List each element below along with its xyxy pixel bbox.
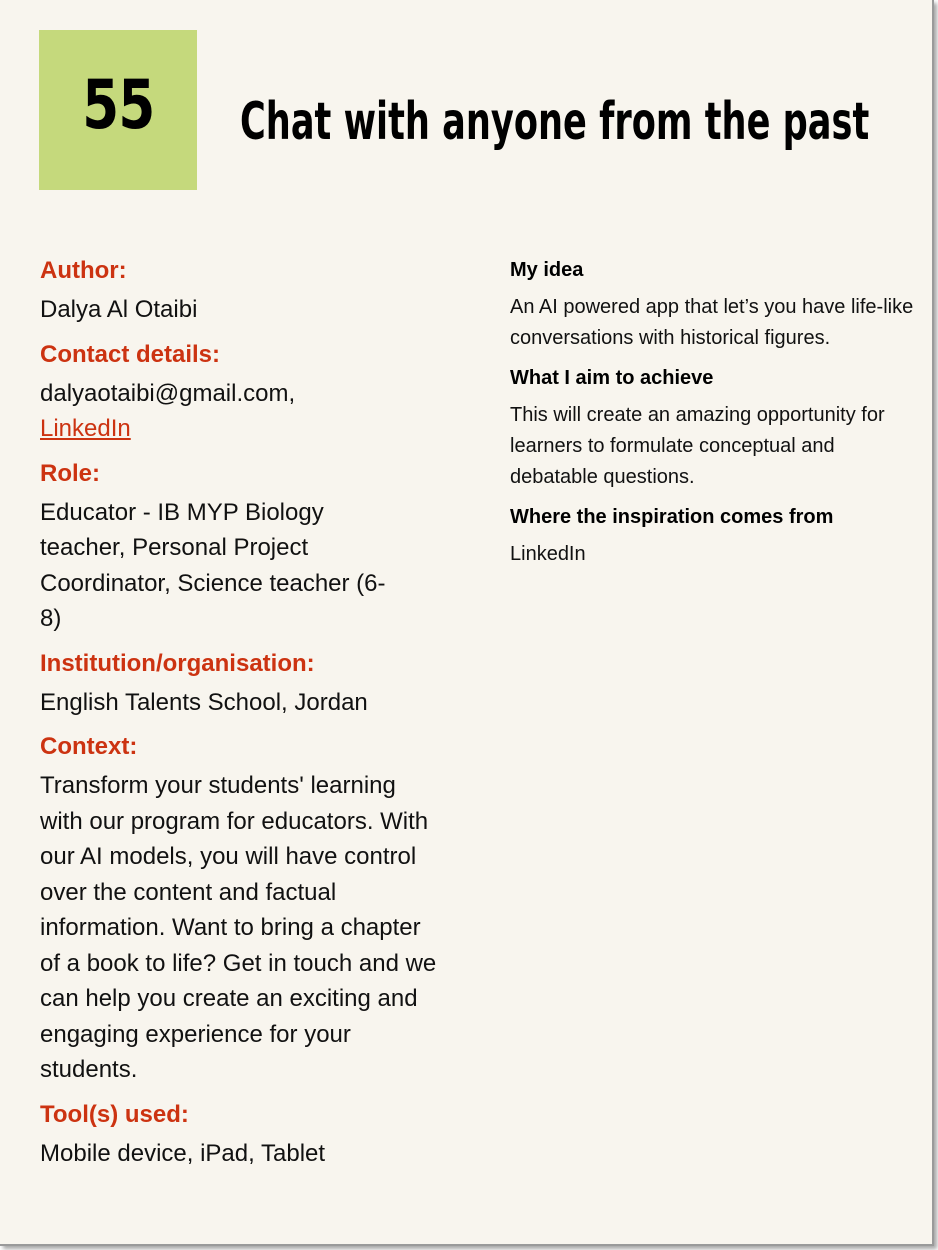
idea-column <box>510 256 920 580</box>
linkedin-link[interactable]: LinkedIn <box>40 415 131 442</box>
inspiration-text: LinkedIn <box>510 543 586 565</box>
inspiration-heading: Where the inspiration comes from <box>510 506 834 528</box>
contact-value <box>40 376 450 447</box>
page-title: Chat with anyone from the past <box>240 92 870 152</box>
institution-label: Institution/organisation: <box>40 649 315 677</box>
details-column <box>40 254 450 1181</box>
aim-heading: What I aim to achieve <box>510 367 714 389</box>
aim-text: This will create an amazing opportunity for learners to formulate conceptual and debatable questions. <box>510 404 885 488</box>
tools-label: Tool(s) used: <box>40 1100 189 1128</box>
badge-number: 55 <box>81 65 155 145</box>
role-value: Educator - IB MYP Biology teacher, Personal Project Coordinator, Science teacher (6-8) <box>40 498 386 632</box>
idea-heading: My idea <box>510 259 584 281</box>
contact-label: Contact details: <box>40 340 221 368</box>
role-label: Role: <box>40 459 100 487</box>
number-badge <box>39 30 197 190</box>
contact-email: dalyaotaibi@gmail.com, <box>40 379 296 407</box>
author-label: Author: <box>40 257 127 284</box>
tools-value: Mobile device, iPad, Tablet <box>40 1139 326 1167</box>
context-value: Transform your students' learning with our program for educators. With our AI models, you will have control over the content and factual information. Want to bring a chapter of a book to life? Get in touch and we can help you create an exciting and engaging experience for your students. <box>40 772 437 1083</box>
context-label: Context: <box>40 733 138 760</box>
author-value: Dalya Al Otaibi <box>40 296 198 323</box>
idea-text: An AI powered app that let’s you have life-like conversations with historical figures. <box>510 296 914 349</box>
institution-value: English Talents School, Jordan <box>40 688 368 716</box>
